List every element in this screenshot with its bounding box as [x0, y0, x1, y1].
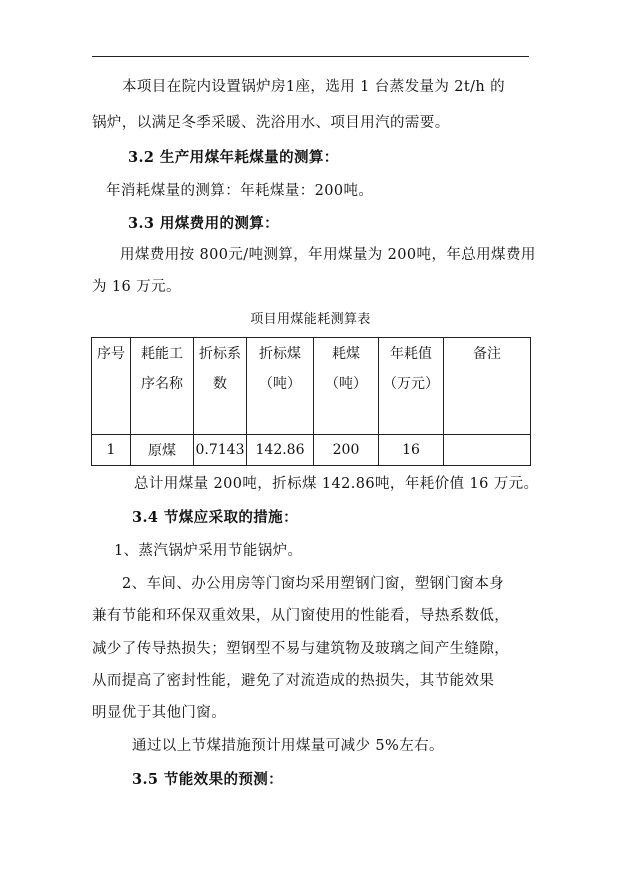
header-cell-coal-consumption: 耗煤 （吨）: [314, 338, 379, 435]
cell-conversion-factor: 0.7143: [194, 435, 247, 466]
coal-consumption-table: [91, 337, 531, 466]
paragraph-coal-cost-line-1: 用煤费用按 800元/吨测算，年用煤量为 200吨，年总用煤费用: [120, 247, 536, 263]
section-heading-3-3: 3.3 用煤费用的测算：: [128, 215, 280, 232]
header-cell-process-name: 耗能工 序名称: [131, 338, 194, 435]
section-heading-3-5: 3.5 节能效果的预测：: [132, 771, 284, 788]
cell-coal-consumption: 200: [314, 435, 379, 466]
measure-item-2-line-5: 明显优于其他门窗。: [92, 705, 227, 721]
measure-item-1: 1、蒸汽锅炉采用节能锅炉。: [114, 543, 303, 559]
measure-item-2-line-4: 从而提高了密封性能，避免了对流造成的热损失，其节能效果: [92, 673, 495, 689]
table-row: [92, 435, 531, 466]
header-cell-index: 序号: [92, 338, 131, 435]
section-heading-3-2: 3.2 生产用煤年耗煤量的测算：: [128, 149, 339, 166]
paragraph-reduction-estimate: 通过以上节煤措施预计用煤量可减少 5%左右。: [132, 738, 444, 754]
header-cell-standard-coal: 折标煤 （吨）: [247, 338, 314, 435]
section-heading-3-4: 3.4 节煤应采取的措施：: [132, 509, 298, 526]
header-rule: [92, 56, 529, 57]
measure-item-2-line-1: 2、车间、办公用房等门窗均采用塑钢门窗，塑钢门窗本身: [122, 576, 505, 592]
cell-remarks: [444, 435, 531, 466]
paragraph-annual-coal: 年消耗煤量的测算：年耗煤量：200吨。: [106, 183, 374, 199]
cell-annual-value: 16: [379, 435, 444, 466]
measure-item-2-line-2: 兼有节能和环保双重效果，从门窗使用的性能看，导热系数低，: [92, 608, 510, 624]
paragraph-intro-line-1: 本项目在院内设置锅炉房1座，选用 1 台蒸发量为 2t/h 的: [122, 79, 506, 95]
paragraph-coal-cost-line-2: 为 16 万元。: [92, 279, 181, 295]
cell-index: 1: [92, 435, 131, 466]
table-title: 项目用煤能耗测算表: [250, 312, 371, 327]
measure-item-2-line-3: 减少了传导热损失；塑钢型不易与建筑物及玻璃之间产生缝隙，: [92, 641, 510, 657]
table-summary: 总计用煤量 200吨，折标煤 142.86吨，年耗价值 16 万元。: [134, 476, 539, 492]
cell-standard-coal: 142.86: [247, 435, 314, 466]
header-cell-remarks: 备注: [444, 338, 531, 435]
header-cell-annual-value: 年耗值 （万元）: [379, 338, 444, 435]
table-header-row: [92, 338, 531, 435]
cell-process-name: 原煤: [131, 435, 194, 466]
header-cell-conversion-factor: 折标系 数: [194, 338, 247, 435]
paragraph-intro-line-2: 锅炉，以满足冬季采暖、洗浴用水、项目用汽的需要。: [92, 115, 450, 131]
